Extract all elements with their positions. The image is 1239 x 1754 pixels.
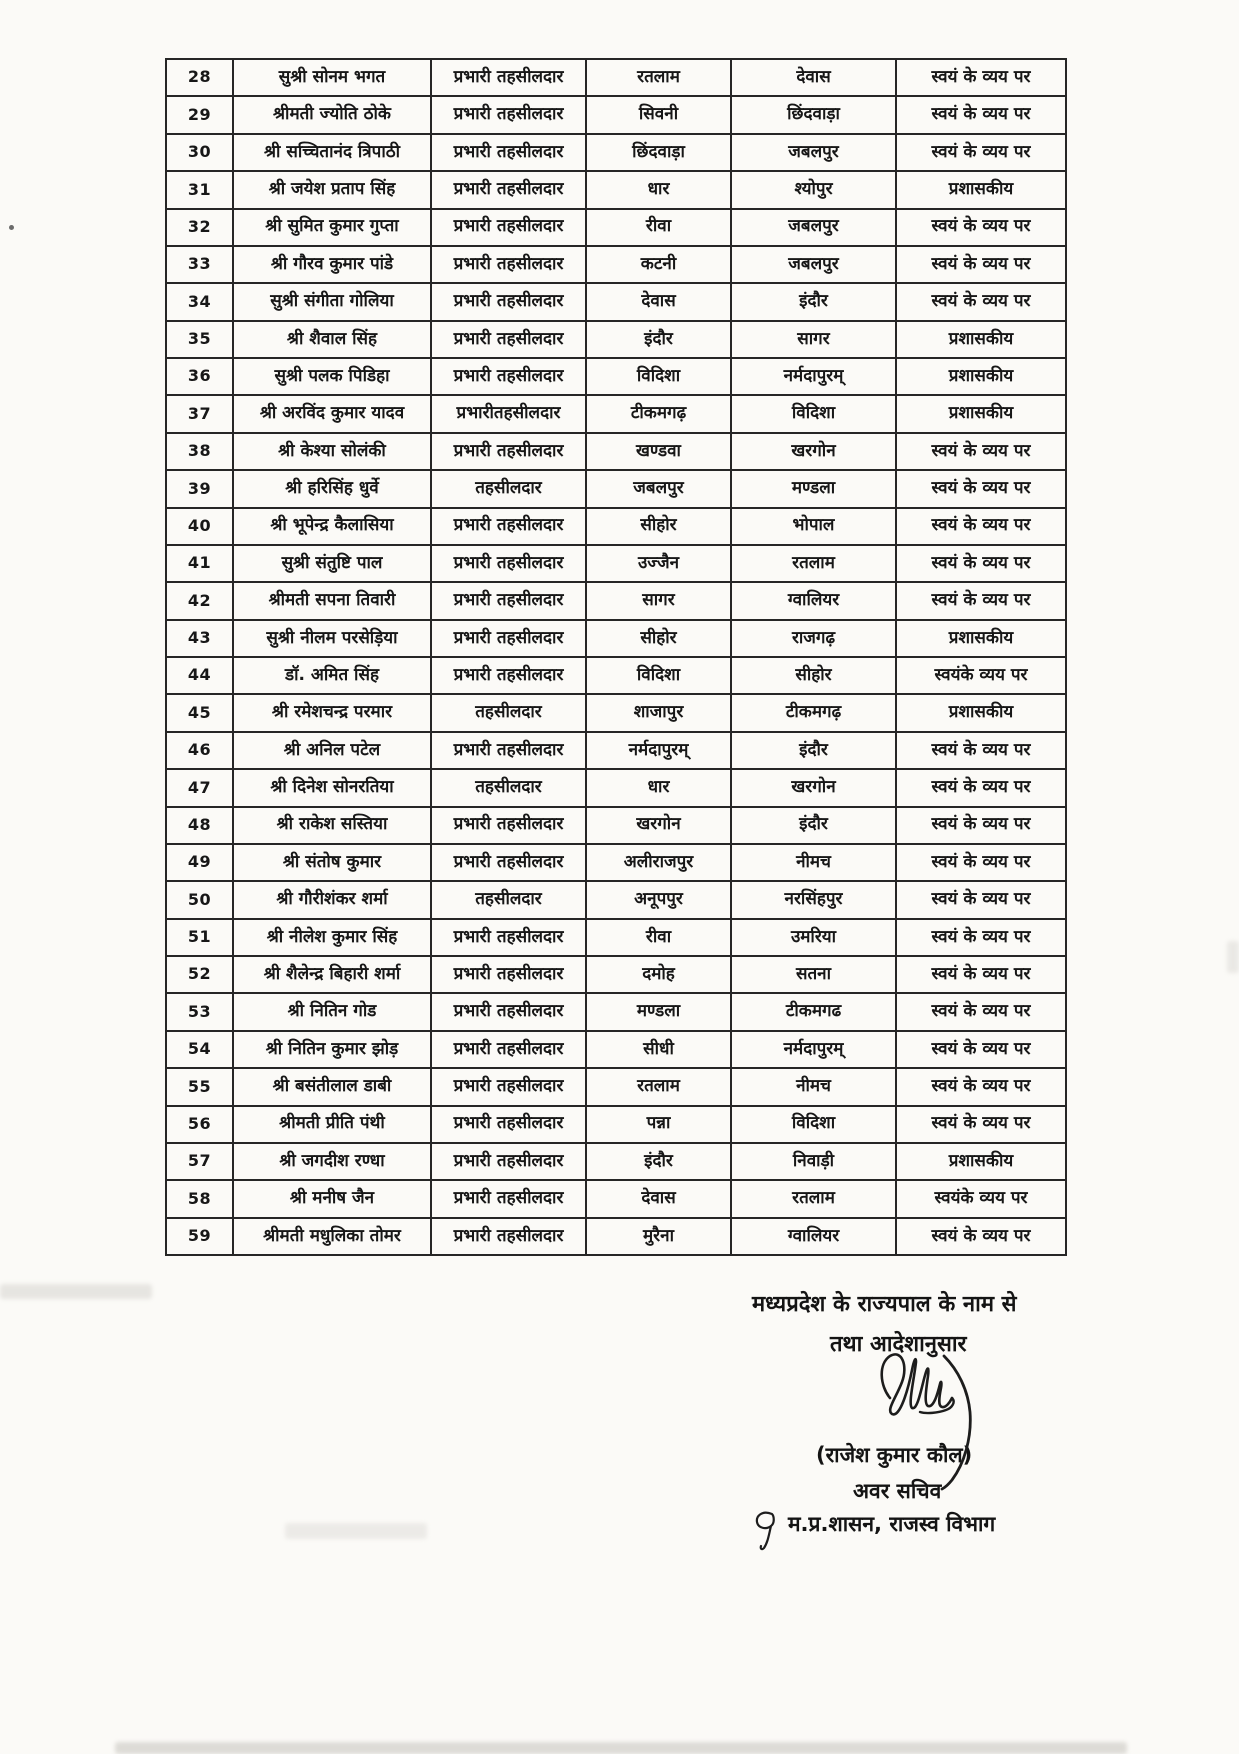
cell-serial-number: 49: [166, 844, 233, 881]
signatory-name: (राजेश कुमार कौल): [816, 1443, 973, 1467]
cell-transfer-type: प्रशासकीय: [896, 1143, 1066, 1180]
cell-from-district: खरगोन: [586, 807, 731, 844]
cell-to-district: ग्वालियर: [731, 1218, 896, 1255]
cell-designation: प्रभारी तहसीलदार: [431, 246, 586, 283]
table-row: [166, 508, 1066, 545]
cell-serial-number: 29: [166, 96, 233, 133]
cell-officer-name: श्री बसंतीलाल डाबी: [233, 1068, 431, 1105]
cell-transfer-type: स्वयं के व्यय पर: [896, 433, 1066, 470]
transfer-table: [165, 58, 1067, 1256]
cell-designation: प्रभारी तहसीलदार: [431, 993, 586, 1030]
cell-serial-number: 37: [166, 395, 233, 432]
cell-designation: तहसीलदार: [431, 881, 586, 918]
signatory-department: म.प्र.शासन, राजस्व विभाग: [788, 1512, 996, 1536]
cell-serial-number: 32: [166, 209, 233, 246]
table-row: [166, 1180, 1066, 1217]
scan-smudge-left: [0, 1284, 152, 1299]
cell-serial-number: 44: [166, 657, 233, 694]
cell-transfer-type: स्वयं के व्यय पर: [896, 545, 1066, 582]
signature-ink: [856, 1346, 1016, 1496]
cell-transfer-type: प्रशासकीय: [896, 395, 1066, 432]
cell-from-district: अनूपपुर: [586, 881, 731, 918]
cell-serial-number: 43: [166, 620, 233, 657]
cell-designation: प्रभारी तहसीलदार: [431, 807, 586, 844]
cell-from-district: सीधी: [586, 1031, 731, 1068]
cell-officer-name: श्री गौरव कुमार पांडे: [233, 246, 431, 283]
table-row: [166, 395, 1066, 432]
table-row: [166, 433, 1066, 470]
scan-smudge-right-edge: [1227, 941, 1239, 973]
cell-serial-number: 38: [166, 433, 233, 470]
cell-designation: प्रभारी तहसीलदार: [431, 582, 586, 619]
cell-transfer-type: स्वयं के व्यय पर: [896, 508, 1066, 545]
cell-serial-number: 46: [166, 732, 233, 769]
cell-serial-number: 28: [166, 59, 233, 96]
cell-officer-name: श्री हरिसिंह धुर्वे: [233, 470, 431, 507]
table-row: [166, 620, 1066, 657]
cell-designation: प्रभारी तहसीलदार: [431, 358, 586, 395]
cell-to-district: रतलाम: [731, 1180, 896, 1217]
cell-officer-name: श्री सुमित कुमार गुप्ता: [233, 209, 431, 246]
cell-designation: प्रभारी तहसीलदार: [431, 59, 586, 96]
cell-designation: प्रभारी तहसीलदार: [431, 209, 586, 246]
cell-serial-number: 40: [166, 508, 233, 545]
cell-designation: प्रभारी तहसीलदार: [431, 1180, 586, 1217]
cell-transfer-type: स्वयं के व्यय पर: [896, 134, 1066, 171]
pen-scribble-mark: [752, 1508, 782, 1552]
cell-designation: प्रभारी तहसीलदार: [431, 1068, 586, 1105]
cell-serial-number: 51: [166, 919, 233, 956]
cell-transfer-type: स्वयं के व्यय पर: [896, 246, 1066, 283]
cell-officer-name: श्रीमती प्रीति पंथी: [233, 1106, 431, 1143]
cell-from-district: नर्मदापुरम्: [586, 732, 731, 769]
table-row: [166, 844, 1066, 881]
cell-designation: प्रभारी तहसीलदार: [431, 1031, 586, 1068]
cell-designation: प्रभारी तहसीलदार: [431, 657, 586, 694]
cell-transfer-type: स्वयं के व्यय पर: [896, 209, 1066, 246]
table-row: [166, 956, 1066, 993]
cell-from-district: कटनी: [586, 246, 731, 283]
cell-serial-number: 52: [166, 956, 233, 993]
cell-from-district: धार: [586, 171, 731, 208]
cell-officer-name: श्रीमती ज्योति ठोके: [233, 96, 431, 133]
table-row: [166, 1106, 1066, 1143]
cell-officer-name: सुश्री सोनम भगत: [233, 59, 431, 96]
cell-from-district: शाजापुर: [586, 694, 731, 731]
cell-officer-name: डॉ. अमित सिंह: [233, 657, 431, 694]
cell-serial-number: 54: [166, 1031, 233, 1068]
cell-to-district: सागर: [731, 321, 896, 358]
cell-from-district: रतलाम: [586, 1068, 731, 1105]
cell-serial-number: 35: [166, 321, 233, 358]
cell-officer-name: श्री रमेशचन्द्र परमार: [233, 694, 431, 731]
cell-designation: प्रभारी तहसीलदार: [431, 321, 586, 358]
cell-officer-name: श्री केश्या सोलंकी: [233, 433, 431, 470]
cell-transfer-type: स्वयं के व्यय पर: [896, 881, 1066, 918]
cell-transfer-type: स्वयं के व्यय पर: [896, 1218, 1066, 1255]
cell-transfer-type: स्वयंके व्यय पर: [896, 1180, 1066, 1217]
cell-from-district: रीवा: [586, 209, 731, 246]
cell-serial-number: 48: [166, 807, 233, 844]
cell-designation: प्रभारीतहसीलदार: [431, 395, 586, 432]
cell-serial-number: 55: [166, 1068, 233, 1105]
cell-to-district: नर्मदापुरम्: [731, 358, 896, 395]
cell-to-district: मण्डला: [731, 470, 896, 507]
cell-to-district: विदिशा: [731, 395, 896, 432]
cell-serial-number: 59: [166, 1218, 233, 1255]
cell-officer-name: श्री संतोष कुमार: [233, 844, 431, 881]
cell-from-district: सागर: [586, 582, 731, 619]
cell-serial-number: 58: [166, 1180, 233, 1217]
cell-to-district: इंदौर: [731, 283, 896, 320]
cell-to-district: उमरिया: [731, 919, 896, 956]
cell-serial-number: 47: [166, 769, 233, 806]
cell-transfer-type: स्वयं के व्यय पर: [896, 807, 1066, 844]
cell-designation: प्रभारी तहसीलदार: [431, 956, 586, 993]
cell-serial-number: 31: [166, 171, 233, 208]
cell-from-district: रतलाम: [586, 59, 731, 96]
cell-from-district: पन्ना: [586, 1106, 731, 1143]
cell-transfer-type: स्वयं के व्यय पर: [896, 283, 1066, 320]
cell-serial-number: 41: [166, 545, 233, 582]
cell-to-district: नरसिंहपुर: [731, 881, 896, 918]
cell-from-district: विदिशा: [586, 657, 731, 694]
cell-transfer-type: स्वयं के व्यय पर: [896, 582, 1066, 619]
cell-from-district: उज्जैन: [586, 545, 731, 582]
cell-officer-name: श्री अनिल पटेल: [233, 732, 431, 769]
cell-officer-name: श्री नितिन गोड: [233, 993, 431, 1030]
table-row: [166, 1218, 1066, 1255]
authority-line-2: तथा आदेशानुसार: [830, 1332, 967, 1357]
table-row: [166, 919, 1066, 956]
cell-from-district: जबलपुर: [586, 470, 731, 507]
table-row: [166, 171, 1066, 208]
cell-to-district: खरगोन: [731, 433, 896, 470]
cell-designation: प्रभारी तहसीलदार: [431, 732, 586, 769]
cell-to-district: जबलपुर: [731, 209, 896, 246]
cell-designation: प्रभारी तहसीलदार: [431, 844, 586, 881]
cell-from-district: दमोह: [586, 956, 731, 993]
cell-transfer-type: प्रशासकीय: [896, 171, 1066, 208]
scan-smudge-bottom: [115, 1742, 1127, 1754]
cell-serial-number: 33: [166, 246, 233, 283]
cell-to-district: जबलपुर: [731, 246, 896, 283]
cell-officer-name: श्री शैवाल सिंह: [233, 321, 431, 358]
cell-from-district: सिवनी: [586, 96, 731, 133]
table-row: [166, 283, 1066, 320]
table-row: [166, 881, 1066, 918]
table-row: [166, 769, 1066, 806]
table-row: [166, 59, 1066, 96]
cell-transfer-type: प्रशासकीय: [896, 694, 1066, 731]
cell-transfer-type: स्वयं के व्यय पर: [896, 59, 1066, 96]
table-row: [166, 807, 1066, 844]
signatory-designation: अवर सचिव: [853, 1479, 942, 1503]
cell-to-district: ग्वालियर: [731, 582, 896, 619]
cell-officer-name: श्रीमती सपना तिवारी: [233, 582, 431, 619]
table-row: [166, 657, 1066, 694]
table-row: [166, 582, 1066, 619]
table-row: [166, 209, 1066, 246]
cell-serial-number: 50: [166, 881, 233, 918]
cell-to-district: नीमच: [731, 1068, 896, 1105]
cell-from-district: धार: [586, 769, 731, 806]
table-row: [166, 321, 1066, 358]
cell-to-district: इंदौर: [731, 732, 896, 769]
scan-speck: [9, 225, 14, 230]
cell-serial-number: 30: [166, 134, 233, 171]
cell-transfer-type: स्वयं के व्यय पर: [896, 470, 1066, 507]
cell-from-district: देवास: [586, 283, 731, 320]
cell-transfer-type: प्रशासकीय: [896, 620, 1066, 657]
cell-transfer-type: स्वयं के व्यय पर: [896, 844, 1066, 881]
cell-to-district: सतना: [731, 956, 896, 993]
cell-designation: प्रभारी तहसीलदार: [431, 1218, 586, 1255]
cell-to-district: टीकमगढ: [731, 993, 896, 1030]
cell-serial-number: 36: [166, 358, 233, 395]
cell-serial-number: 53: [166, 993, 233, 1030]
cell-officer-name: श्री दिनेश सोनरतिया: [233, 769, 431, 806]
cell-to-district: देवास: [731, 59, 896, 96]
cell-officer-name: श्री शैलेन्द्र बिहारी शर्मा: [233, 956, 431, 993]
table-row: [166, 96, 1066, 133]
cell-serial-number: 57: [166, 1143, 233, 1180]
cell-from-district: टीकमगढ़: [586, 395, 731, 432]
cell-from-district: मुरैना: [586, 1218, 731, 1255]
cell-officer-name: श्री सच्चितानंद त्रिपाठी: [233, 134, 431, 171]
cell-serial-number: 56: [166, 1106, 233, 1143]
authority-line-1: मध्यप्रदेश के राज्यपाल के नाम से: [752, 1292, 1017, 1317]
cell-transfer-type: प्रशासकीय: [896, 321, 1066, 358]
cell-officer-name: सुश्री संगीता गोलिया: [233, 283, 431, 320]
cell-designation: प्रभारी तहसीलदार: [431, 1106, 586, 1143]
scan-smudge-middle: [285, 1523, 427, 1539]
cell-transfer-type: स्वयं के व्यय पर: [896, 956, 1066, 993]
cell-serial-number: 45: [166, 694, 233, 731]
table-row: [166, 732, 1066, 769]
table-row: [166, 1031, 1066, 1068]
cell-to-district: छिंदवाड़ा: [731, 96, 896, 133]
cell-designation: तहसीलदार: [431, 769, 586, 806]
cell-officer-name: सुश्री संतुष्टि पाल: [233, 545, 431, 582]
cell-designation: प्रभारी तहसीलदार: [431, 96, 586, 133]
cell-transfer-type: स्वयं के व्यय पर: [896, 1106, 1066, 1143]
cell-transfer-type: स्वयं के व्यय पर: [896, 1068, 1066, 1105]
cell-designation: प्रभारी तहसीलदार: [431, 545, 586, 582]
cell-to-district: सीहोर: [731, 657, 896, 694]
cell-designation: प्रभारी तहसीलदार: [431, 919, 586, 956]
cell-to-district: विदिशा: [731, 1106, 896, 1143]
cell-officer-name: श्री अरविंद कुमार यादव: [233, 395, 431, 432]
cell-to-district: नर्मदापुरम्: [731, 1031, 896, 1068]
cell-designation: प्रभारी तहसीलदार: [431, 620, 586, 657]
cell-to-district: श्योपुर: [731, 171, 896, 208]
table-row: [166, 545, 1066, 582]
cell-officer-name: सुश्री पलक पिडिहा: [233, 358, 431, 395]
cell-transfer-type: स्वयं के व्यय पर: [896, 993, 1066, 1030]
cell-serial-number: 42: [166, 582, 233, 619]
cell-officer-name: श्री नीलेश कुमार सिंह: [233, 919, 431, 956]
cell-designation: तहसीलदार: [431, 470, 586, 507]
cell-designation: प्रभारी तहसीलदार: [431, 508, 586, 545]
cell-to-district: टीकमगढ़: [731, 694, 896, 731]
cell-from-district: इंदौर: [586, 321, 731, 358]
table-row: [166, 358, 1066, 395]
cell-from-district: अलीराजपुर: [586, 844, 731, 881]
cell-designation: प्रभारी तहसीलदार: [431, 283, 586, 320]
cell-transfer-type: स्वयं के व्यय पर: [896, 732, 1066, 769]
cell-from-district: सीहोर: [586, 620, 731, 657]
cell-from-district: इंदौर: [586, 1143, 731, 1180]
cell-officer-name: श्री मनीष जैन: [233, 1180, 431, 1217]
cell-from-district: विदिशा: [586, 358, 731, 395]
cell-officer-name: श्रीमती मधुलिका तोमर: [233, 1218, 431, 1255]
cell-officer-name: श्री भूपेन्द्र कैलासिया: [233, 508, 431, 545]
table-row: [166, 1068, 1066, 1105]
cell-from-district: मण्डला: [586, 993, 731, 1030]
cell-designation: प्रभारी तहसीलदार: [431, 1143, 586, 1180]
cell-transfer-type: स्वयं के व्यय पर: [896, 1031, 1066, 1068]
cell-to-district: जबलपुर: [731, 134, 896, 171]
cell-serial-number: 34: [166, 283, 233, 320]
cell-from-district: सीहोर: [586, 508, 731, 545]
cell-officer-name: श्री नितिन कुमार झोड़: [233, 1031, 431, 1068]
cell-transfer-type: स्वयं के व्यय पर: [896, 769, 1066, 806]
cell-designation: तहसीलदार: [431, 694, 586, 731]
cell-from-district: रीवा: [586, 919, 731, 956]
cell-to-district: खरगोन: [731, 769, 896, 806]
cell-officer-name: सुश्री नीलम परसेड़िया: [233, 620, 431, 657]
cell-transfer-type: स्वयंके व्यय पर: [896, 657, 1066, 694]
cell-officer-name: श्री गौरीशंकर शर्मा: [233, 881, 431, 918]
table-row: [166, 470, 1066, 507]
cell-to-district: निवाड़ी: [731, 1143, 896, 1180]
cell-designation: प्रभारी तहसीलदार: [431, 171, 586, 208]
cell-to-district: नीमच: [731, 844, 896, 881]
cell-designation: प्रभारी तहसीलदार: [431, 134, 586, 171]
cell-serial-number: 39: [166, 470, 233, 507]
cell-transfer-type: प्रशासकीय: [896, 358, 1066, 395]
cell-from-district: छिंदवाड़ा: [586, 134, 731, 171]
cell-designation: प्रभारी तहसीलदार: [431, 433, 586, 470]
cell-to-district: रतलाम: [731, 545, 896, 582]
cell-transfer-type: स्वयं के व्यय पर: [896, 96, 1066, 133]
table-row: [166, 993, 1066, 1030]
table-row: [166, 134, 1066, 171]
cell-officer-name: श्री जयेश प्रताप सिंह: [233, 171, 431, 208]
table-row: [166, 246, 1066, 283]
cell-to-district: राजगढ़: [731, 620, 896, 657]
cell-to-district: भोपाल: [731, 508, 896, 545]
cell-from-district: देवास: [586, 1180, 731, 1217]
cell-officer-name: श्री जगदीश रण्धा: [233, 1143, 431, 1180]
cell-transfer-type: स्वयं के व्यय पर: [896, 919, 1066, 956]
cell-from-district: खण्डवा: [586, 433, 731, 470]
cell-to-district: इंदौर: [731, 807, 896, 844]
table-row: [166, 694, 1066, 731]
table-row: [166, 1143, 1066, 1180]
cell-officer-name: श्री राकेश सस्तिया: [233, 807, 431, 844]
